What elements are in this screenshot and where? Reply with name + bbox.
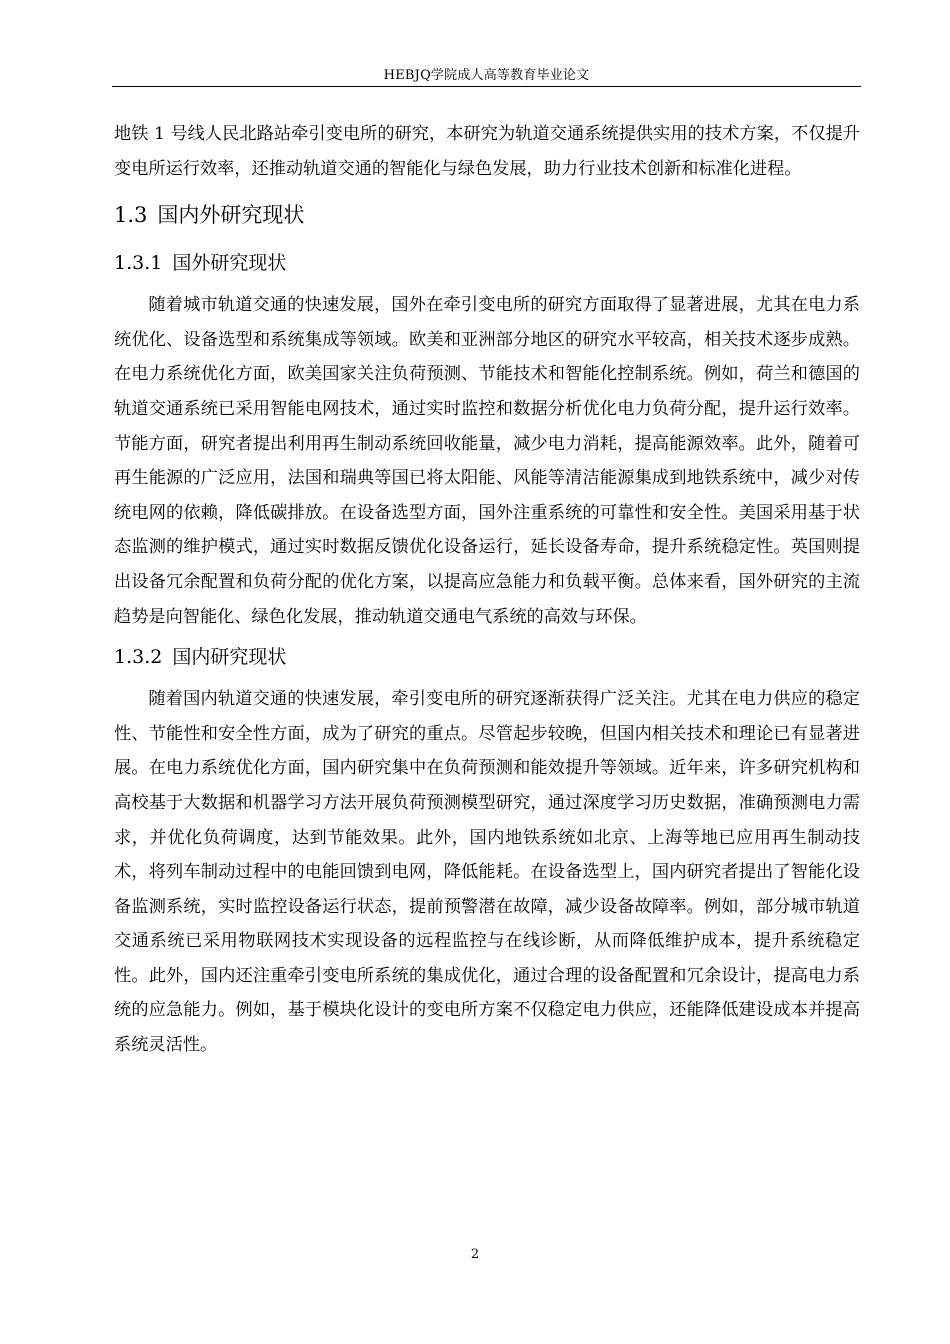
subsection-title: 国外研究现状 xyxy=(172,252,287,275)
section-title: 国内外研究现状 xyxy=(157,203,305,228)
subsection-number: 1.3.2 xyxy=(114,646,163,669)
subsection-number: 1.3.1 xyxy=(114,252,163,275)
continued-paragraph: 地铁 1 号线人民北路站牵引变电所的研究，本研究为轨道交通系统提供实用的技术方案，不仅提升变电所运行效率，还推动轨道交通的智能化与绿色发展，助力行业技术创新和标准化进程。 xyxy=(114,124,860,179)
subsection-title: 国内研究现状 xyxy=(172,646,287,669)
domestic-research-paragraph: 随着国内轨道交通的快速发展，牵引变电所的研究逐渐获得广泛关注。尤其在电力供应的稳定性、节能性和安全性方面，成为了研究的重点。尽管起步较晚，但国内相关技术和理论已有显著进展。在电力系统优化方面，国内研究集中在负荷预测和能效提升等领域。近年来，许多研究机构和高校基于大数据和机器学习方法开展负荷预测模型研究，通过深度学习历史数据，准确预测电力需求，并优化负荷调度，达到节能效果。此外，国内地铁系统如北京、上海等地已应用再生制动技术，将列车制动过程中的电能回馈到电网，降低能耗。在设备选型上，国内研究者提出了智能化设备监测系统，实时监控设备运行状态，提前预警潜在故障，减少设备故障率。例如，部分城市轨道交通系统已采用物联网技术实现设备的远程监控与在线诊断，从而降低维护成本，提升系统稳定性。此外，国内还注重牵引变电所系统的集成优化，通过合理的设备配置和冗余设计，提高电力系统的应急能力。例如，基于模块化设计的变电所方案不仅稳定电力供应，还能降低建设成本并提高系统灵活性。 xyxy=(114,689,860,1056)
page-number: 2 xyxy=(470,1247,480,1262)
foreign-research-paragraph: 随着城市轨道交通的快速发展，国外在牵引变电所的研究方面取得了显著进展，尤其在电力系统优化、设备选型和系统集成等领域。欧美和亚洲部分地区的研究水平较高，相关技术逐步成熟。在电力系统优化方面，欧美国家关注负荷预测、节能技术和智能化控制系统。例如，荷兰和德国的轨道交通系统已采用智能电网技术，通过实时监控和数据分析优化电力负荷分配，提升运行效率。节能方面，研究者提出利用再生制动系统回收能量，减少电力消耗，提高能源效率。此外，随着可再生能源的广泛应用，法国和瑞典等国已将太阳能、风能等清洁能源集成到地铁系统中，减少对传统电网的依赖，降低碳排放。在设备选型方面，国外注重系统的可靠性和安全性。美国采用基于状态监测的维护模式，通过实时数据反馈优化设备运行，延长设备寿命，提升系统稳定性。英国则提出设备冗余配置和负荷分配的优化方案，以提高应急能力和负载平衡。总体来看，国外研究的主流趋势是向智能化、绿色化发展，推动轨道交通电气系统的高效与环保。 xyxy=(114,295,860,627)
page-body xyxy=(114,117,860,1063)
header-rule xyxy=(112,86,861,87)
section-heading-1-3-1 xyxy=(114,246,860,280)
running-header: HEBJQ学院成人高等教育毕业论文 xyxy=(383,68,590,83)
section-heading-1-3 xyxy=(114,198,860,232)
section-heading-1-3-2 xyxy=(114,640,860,674)
section-number: 1.3 xyxy=(114,203,148,228)
